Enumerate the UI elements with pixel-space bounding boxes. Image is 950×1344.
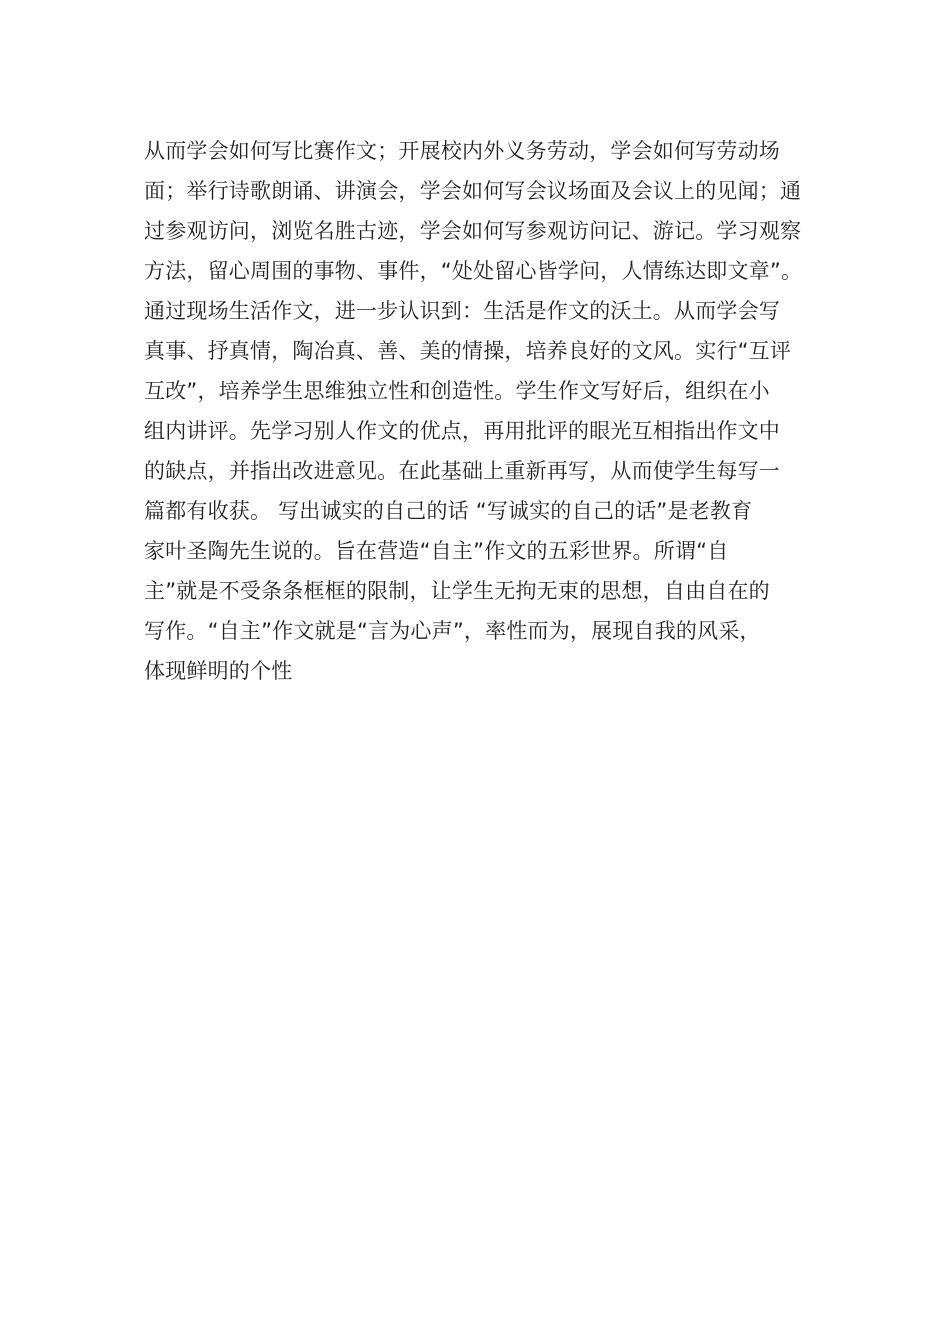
body-text — [144, 131, 814, 691]
text-line: 过参观访问，浏览名胜古迹，学会如何写参观访问记、游记。学习观察 — [144, 219, 802, 243]
text-line: 面；举行诗歌朗诵、讲演会，学会如何写会议场面及会议上的见闻；通 — [144, 179, 802, 203]
text-line: 的缺点，并指出改进意见。在此基础上重新再写，从而使学生每写一 — [144, 459, 780, 483]
text-line: 真事、抒真情，陶冶真、善、美的情操，培养良好的文风。实行“互评 — [144, 339, 792, 363]
text-line: 主”就是不受条条框框的限制，让学生无拘无束的思想，自由自在的 — [144, 579, 770, 603]
text-line: 方法，留心周围的事物、事件，“处处留心皆学问，人情练达即文章”。 — [144, 259, 803, 283]
text-line: 篇都有收获。 写出诚实的自己的话 “写诚实的自己的话”是老教育 — [144, 499, 753, 523]
text-line: 家叶圣陶先生说的。旨在营造“自主”作文的五彩世界。所谓“自 — [144, 539, 729, 563]
text-line: 通过现场生活作文，进一步认识到：生活是作文的沃土。从而学会写 — [144, 299, 780, 323]
text-line: 从而学会如何写比赛作文；开展校内外义务劳动，学会如何写劳动场 — [144, 139, 780, 163]
text-line: 体现鲜明的个性 — [144, 659, 293, 683]
text-line: 写作。“自主”作文就是“言为心声”，率性而为，展现自我的风采， — [144, 619, 761, 643]
text-line: 组内讲评。先学习别人作文的优点，再用批评的眼光互相指出作文中 — [144, 419, 780, 443]
text-line: 互改”，培养学生思维独立性和创造性。学生作文写好后，组织在小 — [144, 379, 770, 403]
